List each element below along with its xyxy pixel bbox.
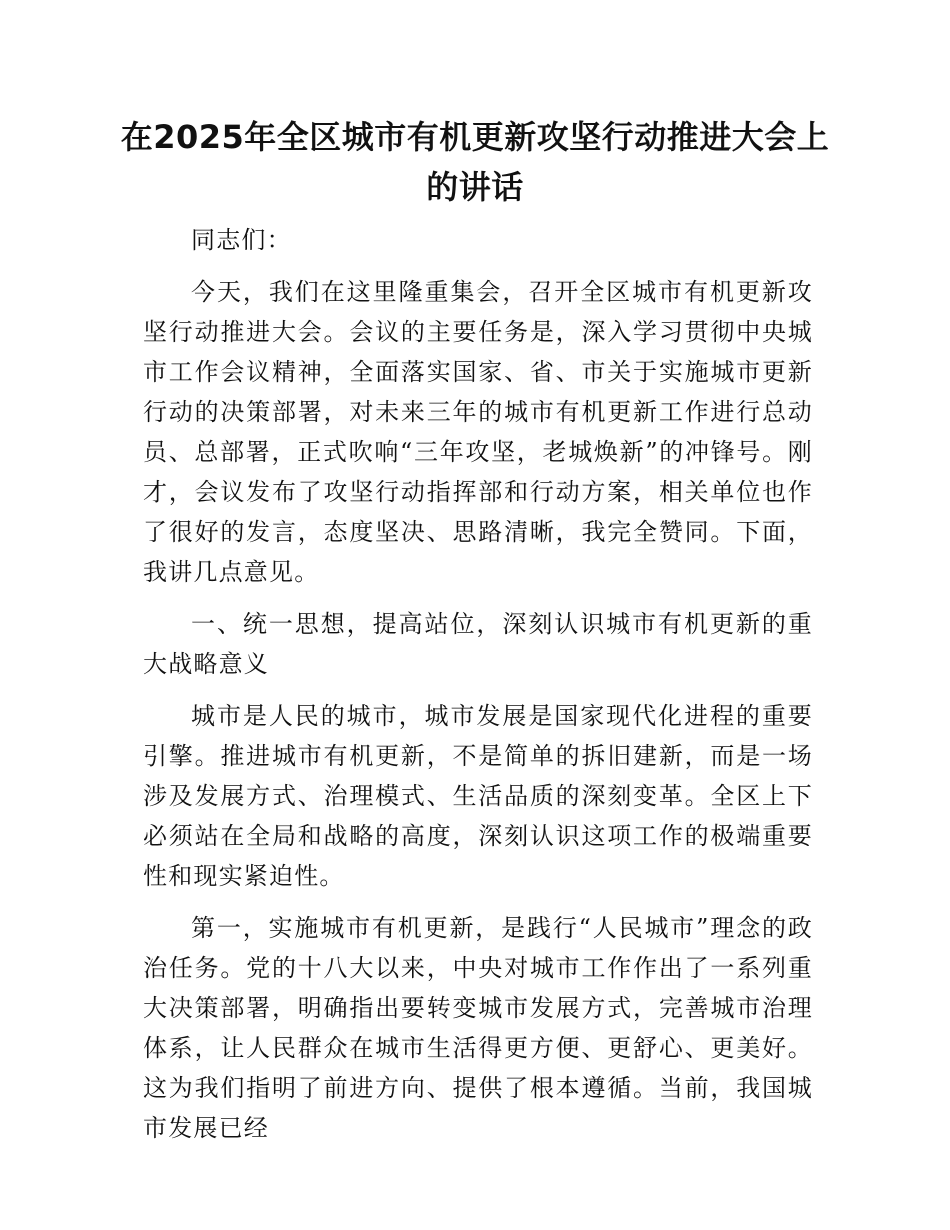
section-heading-1: 一、统一思想，提高站位，深刻认识城市有机更新的重大战略意义: [143, 610, 813, 678]
document-body: [143, 220, 813, 1160]
paragraph-opening: 今天，我们在这里隆重集会，召开全区城市有机更新攻坚行动推进大会。会议的主要任务是，深入学习贯彻中央城市工作会议精神，全面落实国家、省、市关于实施城市更新行动的决策部署，对未来三年的城市有机更新工作进行总动员、总部署，正式吹响“三年攻坚，老城焕新”的冲锋号。刚才，会议发布了攻坚行动指挥部和行动方案，相关单位也作了很好的发言，态度坚决、思路清晰，我完全赞同。下面，我讲几点意见。: [143, 278, 813, 586]
paragraph-point-1: 第一，实施城市有机更新，是践行“人民城市”理念的政治任务。党的十八大以来，中央对城市工作作出了一系列重大决策部署，明确指出要转变城市发展方式，完善城市治理体系，让人民群众在城市生活得更方便、更舒心、更美好。这为我们指明了前进方向、提供了根本遵循。当前，我国城市发展已经: [143, 914, 813, 1142]
salutation: 同志们：: [191, 226, 292, 254]
paragraph-section-1-intro: 城市是人民的城市，城市发展是国家现代化进程的重要引擎。推进城市有机更新，不是简单的拆旧建新，而是一场涉及发展方式、治理模式、生活品质的深刻变革。全区上下必须站在全局和战略的高度，深刻认识这项工作的极端重要性和现实紧迫性。: [143, 702, 813, 890]
document-title: 在2025年全区城市有机更新攻坚行动推进大会上的讲话: [120, 118, 830, 206]
